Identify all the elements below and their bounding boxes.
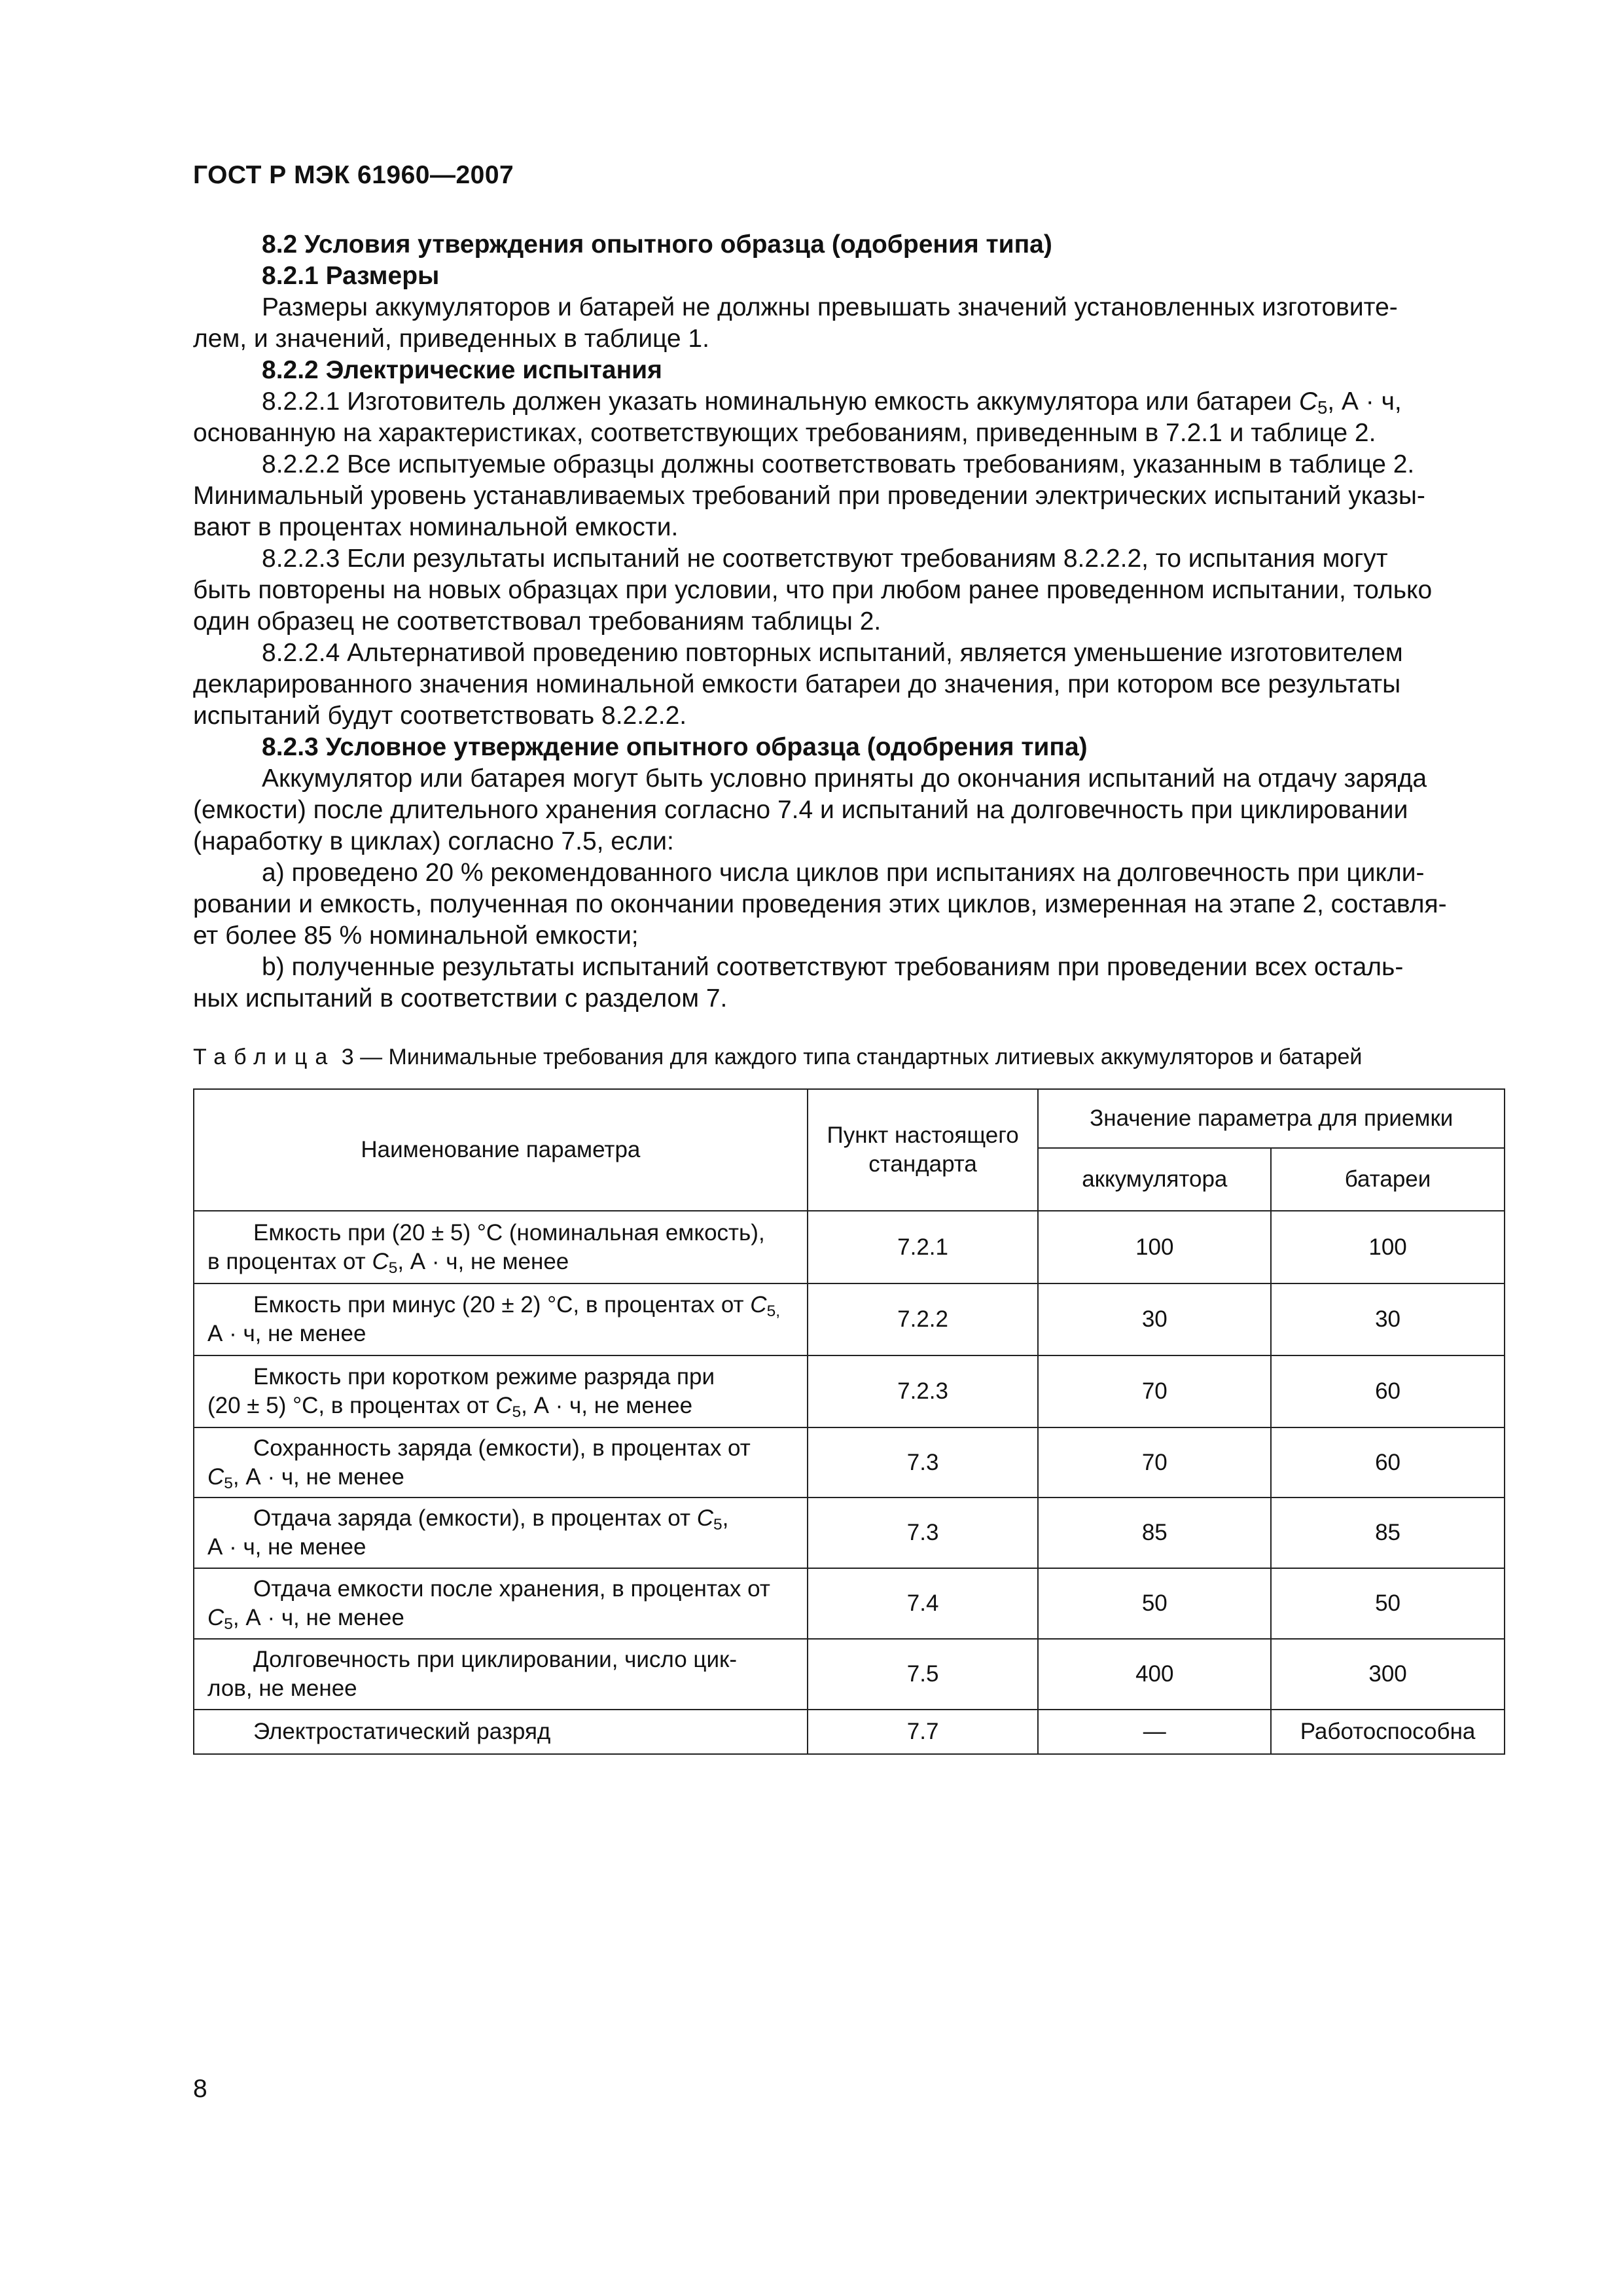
cell-value: 400	[1038, 1639, 1271, 1710]
cell-value: —	[1038, 1710, 1271, 1754]
paragraph-8-2-2-2-line: Минимальный уровень устанавливаемых требований при проведении электрических испытаний указы-	[193, 482, 1425, 510]
section-heading-8-2-2: 8.2.2 Электрические испытания	[262, 356, 662, 384]
section-heading-8-2: 8.2 Условия утверждения опытного образца (одобрения типа)	[262, 230, 1052, 259]
clause-cell: 7.7	[808, 1710, 1039, 1754]
header-acceptance-value: Значение параметра для приемки	[1038, 1089, 1505, 1148]
paragraph-8-2-3-line: (наработку в циклах) согласно 7.5, если:	[193, 827, 674, 855]
battery-value: 60	[1271, 1427, 1505, 1498]
parameter-cell: Отдача емкости после хранения, в процентах от $C_5$, А · ч, не менее	[194, 1568, 808, 1639]
table-caption: Таблица 3 — Минимальные требования для каждого типа стандартных литиевых аккумуляторов и батарей	[193, 1045, 1363, 1069]
table-row	[194, 1639, 1505, 1710]
parameter-cell: Долговечность при циклировании, число цик- лов, не менее	[194, 1639, 808, 1710]
paragraph-8-2-2-1-line: 8.2.2.1 Изготовитель должен указать номинальную емкость аккумулятора или батареи $C_5$, А · ч,	[262, 387, 1402, 418]
section-heading-8-2-1: 8.2.1 Размеры	[262, 262, 440, 290]
clause-cell: 7.3	[808, 1427, 1039, 1498]
paragraph-8-2-2-3-line: 8.2.2.3 Если результаты испытаний не соответствуют требованиям 8.2.2.2, то испытания могут	[262, 545, 1388, 573]
table-row	[194, 1427, 1505, 1498]
paragraph-8-2-2-1-line: основанную на характеристиках, соответствующих требованиям, приведенным в 7.2.1 и таблице 2.	[193, 419, 1376, 447]
paragraph-8-2-2-3-line: быть повторены на новых образцах при условии, что при любом ранее проведенном испытании, только	[193, 576, 1433, 604]
paragraph-8-2-3-line: Аккумулятор или батарея могут быть условно приняты до окончания испытаний на отдачу заряда	[262, 764, 1427, 793]
document-body	[193, 229, 1505, 1014]
battery-value: Работоспособна	[1271, 1710, 1505, 1754]
parameter-cell: Отдача заряда (емкости), в процентах от $C_5$, А · ч, не менее	[194, 1498, 808, 1568]
list-item-a-line: ет более 85 % номинальной емкости;	[193, 922, 639, 950]
document-header: ГОСТ Р МЭК 61960—2007	[193, 161, 514, 189]
clause-cell: 7.5	[808, 1639, 1039, 1710]
parameter-cell: Сохранность заряда (емкости), в процентах от $C_5$, А · ч, не менее	[194, 1427, 808, 1498]
table-row	[194, 1568, 1505, 1639]
header-parameter-name: Наименование параметра	[194, 1089, 808, 1211]
list-item-a-line: ровании и емкость, полученная по окончании проведения этих циклов, измеренная на этапе 2, составля-	[193, 890, 1447, 918]
parameter-cell: Емкость при минус (20 ± 2) °С, в процентах от $C_{5,}$ А · ч, не менее	[194, 1283, 808, 1355]
paragraph-8-2-2-3-line: один образец не соответствовал требованиям таблицы 2.	[193, 607, 882, 636]
table-row	[194, 1355, 1505, 1427]
parameter-cell: Электростатический разряд	[194, 1710, 808, 1754]
battery-value: 85	[1271, 1498, 1505, 1568]
header-battery: батареи	[1271, 1148, 1505, 1211]
table-row	[194, 1710, 1505, 1754]
parameter-cell: Емкость при (20 ± 5) °С (номинальная емкость), в процентах от $C_5$, А · ч, не менее	[194, 1211, 808, 1283]
cell-value: 70	[1038, 1355, 1271, 1427]
clause-cell: 7.4	[808, 1568, 1039, 1639]
battery-value: 100	[1271, 1211, 1505, 1283]
list-item-b-line: ных испытаний в соответствии с разделом 7.	[193, 984, 728, 1013]
clause-cell: 7.2.3	[808, 1355, 1039, 1427]
cell-value: 30	[1038, 1283, 1271, 1355]
paragraph-8-2-2-2-line: 8.2.2.2 Все испытуемые образцы должны соответствовать требованиям, указанным в таблице 2.	[262, 450, 1415, 478]
battery-value: 30	[1271, 1283, 1505, 1355]
cell-value: 100	[1038, 1211, 1271, 1283]
paragraph-8-2-2-4-line: декларированного значения номинальной емкости батареи до значения, при котором все результаты	[193, 670, 1401, 698]
paragraph-8-2-2-4-line: испытаний будут соответствовать 8.2.2.2.	[193, 702, 687, 730]
clause-cell: 7.2.1	[808, 1211, 1039, 1283]
page-number: 8	[193, 2075, 207, 2103]
table-row	[194, 1498, 1505, 1568]
paragraph-8-2-2-2-line: вают в процентах номинальной емкости.	[193, 513, 679, 541]
header-clause: Пункт настоящего стандарта	[808, 1089, 1039, 1211]
clause-cell: 7.3	[808, 1498, 1039, 1568]
section-heading-8-2-3: 8.2.3 Условное утверждение опытного образца (одобрения типа)	[262, 733, 1088, 761]
cell-value: 85	[1038, 1498, 1271, 1568]
parameter-cell: Емкость при коротком режиме разряда при (20 ± 5) °С, в процентах от $C_5$, А · ч, не менее	[194, 1355, 808, 1427]
cell-value: 70	[1038, 1427, 1271, 1498]
header-cell: аккумулятора	[1038, 1148, 1271, 1211]
clause-cell: 7.2.2	[808, 1283, 1039, 1355]
battery-value: 50	[1271, 1568, 1505, 1639]
battery-value: 60	[1271, 1355, 1505, 1427]
list-item-a-line: a) проведено 20 % рекомендованного числа циклов при испытаниях на долговечность при цикли-	[262, 859, 1425, 887]
table-row	[194, 1211, 1505, 1283]
list-item-b-line: b) полученные результаты испытаний соответствуют требованиям при проведении всех осталь-	[262, 953, 1404, 981]
paragraph-8-2-3-line: (емкости) после длительного хранения согласно 7.4 и испытаний на долговечность при циклировании	[193, 796, 1408, 824]
table-row	[194, 1283, 1505, 1355]
requirements-table	[193, 1088, 1505, 1755]
cell-value: 50	[1038, 1568, 1271, 1639]
paragraph-8-2-1-line: лем, и значений, приведенных в таблице 1.	[193, 325, 709, 353]
paragraph-8-2-2-4-line: 8.2.2.4 Альтернативой проведению повторных испытаний, является уменьшение изготовителем	[262, 639, 1403, 667]
battery-value: 300	[1271, 1639, 1505, 1710]
paragraph-8-2-1-line: Размеры аккумуляторов и батарей не должны превышать значений установленных изготовите-	[262, 293, 1398, 321]
